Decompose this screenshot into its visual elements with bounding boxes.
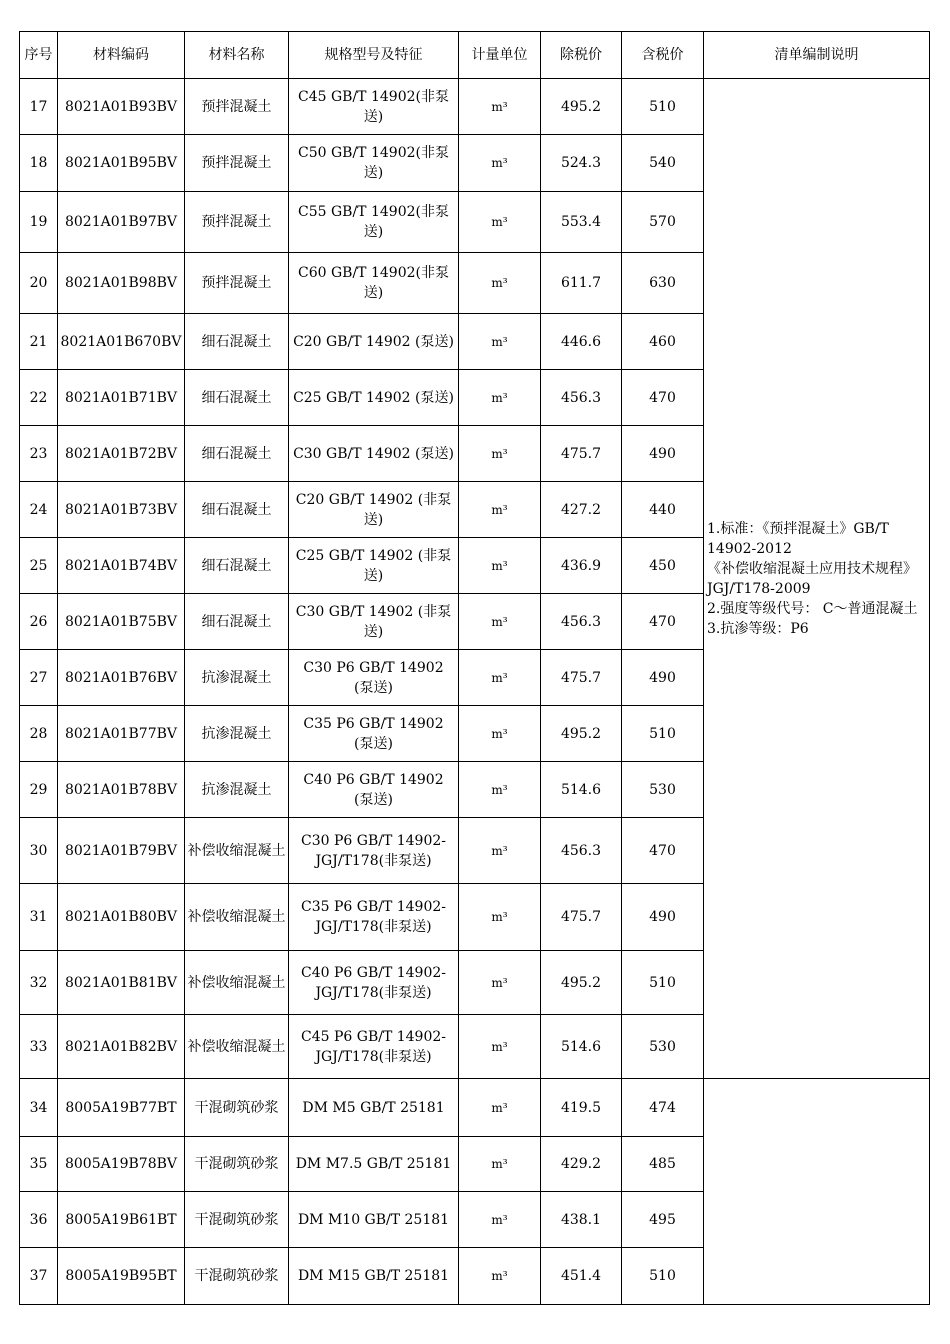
material-code: 8021A01B73BV xyxy=(58,482,185,538)
row-no: 23 xyxy=(20,426,58,482)
price-ex-tax: 475.7 xyxy=(541,884,622,951)
note-cell-empty xyxy=(704,1079,930,1305)
unit: m³ xyxy=(459,1079,541,1137)
price-ex-tax: 553.4 xyxy=(541,192,622,253)
material-spec: C40 P6 GB/T 14902 (泵送) xyxy=(289,762,459,818)
material-spec: C25 GB/T 14902 (泵送) xyxy=(289,370,459,426)
unit: m³ xyxy=(459,538,541,594)
note-line: 3.抗渗等级：P6 xyxy=(707,620,809,637)
material-spec: DM M7.5 GB/T 25181 xyxy=(289,1137,459,1192)
material-spec: C55 GB/T 14902(非泵送) xyxy=(289,192,459,253)
material-spec: C30 GB/T 14902 (泵送) xyxy=(289,426,459,482)
material-name: 干混砌筑砂浆 xyxy=(185,1248,289,1305)
material-name: 细石混凝土 xyxy=(185,594,289,650)
material-name: 细石混凝土 xyxy=(185,538,289,594)
price-in-tax: 630 xyxy=(622,253,704,314)
material-code: 8021A01B670BV xyxy=(58,314,185,370)
unit: m³ xyxy=(459,426,541,482)
material-code: 8021A01B97BV xyxy=(58,192,185,253)
price-ex-tax: 495.2 xyxy=(541,951,622,1015)
unit: m³ xyxy=(459,482,541,538)
unit: m³ xyxy=(459,762,541,818)
material-spec: C35 P6 GB/T 14902 (泵送) xyxy=(289,706,459,762)
row-no: 30 xyxy=(20,818,58,884)
price-ex-tax: 495.2 xyxy=(541,706,622,762)
material-spec: C30 GB/T 14902 (非泵送) xyxy=(289,594,459,650)
table-row xyxy=(20,1079,930,1137)
price-in-tax: 450 xyxy=(622,538,704,594)
unit: m³ xyxy=(459,314,541,370)
price-ex-tax: 436.9 xyxy=(541,538,622,594)
price-in-tax: 510 xyxy=(622,1248,704,1305)
note-line: 《补偿收缩混凝土应用技术规程》JGJ/T178-2009 xyxy=(707,560,917,597)
unit: m³ xyxy=(459,951,541,1015)
material-name: 预拌混凝土 xyxy=(185,135,289,192)
price-ex-tax: 495.2 xyxy=(541,79,622,135)
price-ex-tax: 456.3 xyxy=(541,594,622,650)
material-name: 细石混凝土 xyxy=(185,314,289,370)
price-in-tax: 460 xyxy=(622,314,704,370)
material-code: 8021A01B72BV xyxy=(58,426,185,482)
row-no: 21 xyxy=(20,314,58,370)
unit: m³ xyxy=(459,192,541,253)
price-ex-tax: 456.3 xyxy=(541,370,622,426)
material-code: 8021A01B95BV xyxy=(58,135,185,192)
material-spec: C45 GB/T 14902(非泵送) xyxy=(289,79,459,135)
material-code: 8021A01B74BV xyxy=(58,538,185,594)
price-in-tax: 485 xyxy=(622,1137,704,1192)
unit: m³ xyxy=(459,1248,541,1305)
price-in-tax: 470 xyxy=(622,594,704,650)
material-code: 8005A19B61BT xyxy=(58,1192,185,1248)
material-code: 8021A01B77BV xyxy=(58,706,185,762)
unit: m³ xyxy=(459,1015,541,1079)
unit: m³ xyxy=(459,884,541,951)
row-no: 27 xyxy=(20,650,58,706)
row-no: 35 xyxy=(20,1137,58,1192)
materials-price-table xyxy=(19,31,930,1305)
material-name: 抗渗混凝土 xyxy=(185,762,289,818)
note-line: 2.强度等级代号： C～普通混凝土 xyxy=(707,600,918,617)
price-in-tax: 470 xyxy=(622,818,704,884)
price-in-tax: 470 xyxy=(622,370,704,426)
material-name: 干混砌筑砂浆 xyxy=(185,1137,289,1192)
material-code: 8021A01B81BV xyxy=(58,951,185,1015)
unit: m³ xyxy=(459,135,541,192)
unit: m³ xyxy=(459,650,541,706)
row-no: 31 xyxy=(20,884,58,951)
row-no: 26 xyxy=(20,594,58,650)
material-name: 预拌混凝土 xyxy=(185,79,289,135)
material-code: 8021A01B79BV xyxy=(58,818,185,884)
row-no: 17 xyxy=(20,79,58,135)
material-name: 补偿收缩混凝土 xyxy=(185,1015,289,1079)
price-ex-tax: 419.5 xyxy=(541,1079,622,1137)
header-price-in-tax: 含税价 xyxy=(622,32,704,79)
price-in-tax: 570 xyxy=(622,192,704,253)
material-spec: C20 GB/T 14902 (非泵送) xyxy=(289,482,459,538)
unit: m³ xyxy=(459,79,541,135)
table-header-row xyxy=(20,32,930,79)
header-no: 序号 xyxy=(20,32,58,79)
price-ex-tax: 438.1 xyxy=(541,1192,622,1248)
row-no: 33 xyxy=(20,1015,58,1079)
material-name: 细石混凝土 xyxy=(185,482,289,538)
unit: m³ xyxy=(459,706,541,762)
material-code: 8021A01B75BV xyxy=(58,594,185,650)
material-name: 细石混凝土 xyxy=(185,370,289,426)
price-ex-tax: 427.2 xyxy=(541,482,622,538)
material-name: 预拌混凝土 xyxy=(185,192,289,253)
price-ex-tax: 514.6 xyxy=(541,1015,622,1079)
material-spec: DM M10 GB/T 25181 xyxy=(289,1192,459,1248)
material-code: 8021A01B71BV xyxy=(58,370,185,426)
price-ex-tax: 611.7 xyxy=(541,253,622,314)
price-ex-tax: 451.4 xyxy=(541,1248,622,1305)
price-in-tax: 474 xyxy=(622,1079,704,1137)
price-in-tax: 490 xyxy=(622,650,704,706)
row-no: 20 xyxy=(20,253,58,314)
material-spec: C30 P6 GB/T 14902-JGJ/T178(非泵送) xyxy=(289,818,459,884)
material-name: 抗渗混凝土 xyxy=(185,650,289,706)
row-no: 37 xyxy=(20,1248,58,1305)
note-cell xyxy=(704,79,930,1079)
material-name: 补偿收缩混凝土 xyxy=(185,951,289,1015)
material-code: 8021A01B98BV xyxy=(58,253,185,314)
material-name: 干混砌筑砂浆 xyxy=(185,1079,289,1137)
material-name: 细石混凝土 xyxy=(185,426,289,482)
header-code: 材料编码 xyxy=(58,32,185,79)
material-code: 8005A19B77BT xyxy=(58,1079,185,1137)
price-ex-tax: 446.6 xyxy=(541,314,622,370)
row-no: 29 xyxy=(20,762,58,818)
row-no: 18 xyxy=(20,135,58,192)
price-in-tax: 540 xyxy=(622,135,704,192)
price-in-tax: 490 xyxy=(622,884,704,951)
price-in-tax: 530 xyxy=(622,1015,704,1079)
price-ex-tax: 524.3 xyxy=(541,135,622,192)
material-spec: C20 GB/T 14902 (泵送) xyxy=(289,314,459,370)
material-spec: C25 GB/T 14902 (非泵送) xyxy=(289,538,459,594)
material-code: 8021A01B78BV xyxy=(58,762,185,818)
price-in-tax: 510 xyxy=(622,706,704,762)
material-name: 补偿收缩混凝土 xyxy=(185,884,289,951)
header-spec: 规格型号及特征 xyxy=(289,32,459,79)
header-unit: 计量单位 xyxy=(459,32,541,79)
unit: m³ xyxy=(459,818,541,884)
material-spec: DM M15 GB/T 25181 xyxy=(289,1248,459,1305)
unit: m³ xyxy=(459,370,541,426)
material-code: 8021A01B93BV xyxy=(58,79,185,135)
price-in-tax: 440 xyxy=(622,482,704,538)
price-ex-tax: 514.6 xyxy=(541,762,622,818)
price-ex-tax: 475.7 xyxy=(541,650,622,706)
material-spec: C45 P6 GB/T 14902-JGJ/T178(非泵送) xyxy=(289,1015,459,1079)
row-no: 28 xyxy=(20,706,58,762)
material-code: 8021A01B82BV xyxy=(58,1015,185,1079)
header-name: 材料名称 xyxy=(185,32,289,79)
row-no: 32 xyxy=(20,951,58,1015)
price-in-tax: 530 xyxy=(622,762,704,818)
material-name: 抗渗混凝土 xyxy=(185,706,289,762)
material-name: 干混砌筑砂浆 xyxy=(185,1192,289,1248)
row-no: 19 xyxy=(20,192,58,253)
row-no: 24 xyxy=(20,482,58,538)
unit: m³ xyxy=(459,594,541,650)
row-no: 25 xyxy=(20,538,58,594)
material-spec: C50 GB/T 14902(非泵送) xyxy=(289,135,459,192)
price-ex-tax: 456.3 xyxy=(541,818,622,884)
header-price-ex-tax: 除税价 xyxy=(541,32,622,79)
material-code: 8021A01B76BV xyxy=(58,650,185,706)
unit: m³ xyxy=(459,1137,541,1192)
note-line: 1.标准：《预拌混凝土》GB/T 14902-2012 xyxy=(707,520,889,557)
material-code: 8005A19B95BT xyxy=(58,1248,185,1305)
price-ex-tax: 429.2 xyxy=(541,1137,622,1192)
material-code: 8005A19B78BV xyxy=(58,1137,185,1192)
unit: m³ xyxy=(459,253,541,314)
price-in-tax: 510 xyxy=(622,79,704,135)
row-no: 36 xyxy=(20,1192,58,1248)
material-spec: C60 GB/T 14902(非泵送) xyxy=(289,253,459,314)
material-code: 8021A01B80BV xyxy=(58,884,185,951)
price-in-tax: 495 xyxy=(622,1192,704,1248)
header-note: 清单编制说明 xyxy=(704,32,930,79)
material-name: 补偿收缩混凝土 xyxy=(185,818,289,884)
material-spec: C40 P6 GB/T 14902-JGJ/T178(非泵送) xyxy=(289,951,459,1015)
material-spec: C35 P6 GB/T 14902-JGJ/T178(非泵送) xyxy=(289,884,459,951)
material-spec: DM M5 GB/T 25181 xyxy=(289,1079,459,1137)
material-name: 预拌混凝土 xyxy=(185,253,289,314)
unit: m³ xyxy=(459,1192,541,1248)
material-spec: C30 P6 GB/T 14902 (泵送) xyxy=(289,650,459,706)
price-in-tax: 510 xyxy=(622,951,704,1015)
table-row xyxy=(20,79,930,135)
row-no: 34 xyxy=(20,1079,58,1137)
row-no: 22 xyxy=(20,370,58,426)
price-ex-tax: 475.7 xyxy=(541,426,622,482)
price-in-tax: 490 xyxy=(622,426,704,482)
